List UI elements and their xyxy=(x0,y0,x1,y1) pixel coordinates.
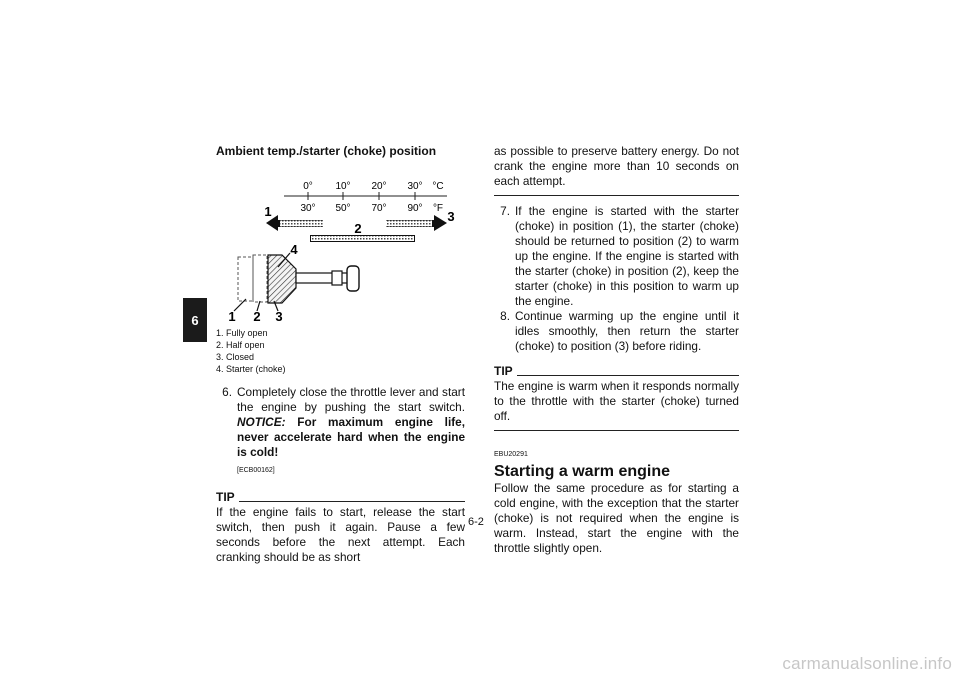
label-knob: 4 xyxy=(290,242,298,257)
temp-f-unit: °F xyxy=(432,203,444,214)
choke-diagram xyxy=(216,163,465,323)
closed-range xyxy=(386,221,432,227)
divider xyxy=(494,430,739,431)
choke-outline-half xyxy=(253,255,267,302)
continuation-text: as possible to preserve battery energy. Do not crank the engine more than 10 seconds on each attempt. xyxy=(494,144,739,188)
label-closed: 3 xyxy=(447,209,455,224)
step-number: 6. xyxy=(222,385,232,399)
tip-heading: TIP xyxy=(494,364,739,379)
choke-outline-fully xyxy=(238,257,253,301)
watermark: carmanualsonline.info xyxy=(782,654,952,673)
bottom-label-1: 1 xyxy=(228,309,236,323)
temp-c-10: 10° xyxy=(335,181,351,192)
step-text: Continue warming up the engine until it idles smoothly, then return the starter (choke) to position (3) before riding. xyxy=(515,309,739,353)
diagram-heading: Ambient temp./starter (choke) position xyxy=(216,144,437,158)
left-column xyxy=(216,144,465,565)
legend-item: 1. Fully open xyxy=(216,328,268,338)
diagram-legend xyxy=(216,327,465,375)
page-number: 6-2 xyxy=(468,516,484,528)
temp-c-unit: °C xyxy=(432,181,444,192)
legend-item: 4. Starter (choke) xyxy=(216,364,286,374)
bottom-label-2: 2 xyxy=(253,309,261,323)
legend-item: 2. Half open xyxy=(216,340,265,350)
step-number: 7. xyxy=(500,204,510,218)
notice-text: For maximum engine life, never accelerate hard when the engine is cold! xyxy=(237,415,466,459)
label-half-open: 2 xyxy=(354,221,362,236)
label-fully-open: 1 xyxy=(264,204,272,219)
temp-c-0: 0° xyxy=(303,181,313,192)
temp-f-70: 70° xyxy=(371,203,387,214)
temp-f-30: 30° xyxy=(300,203,316,214)
step-6 xyxy=(216,385,465,486)
right-column xyxy=(494,144,739,556)
section-title: Starting a warm engine xyxy=(494,463,671,480)
choke-diagram-svg xyxy=(216,163,465,323)
step-number: 8. xyxy=(500,309,510,323)
temp-c-20: 20° xyxy=(371,181,387,192)
temp-f-50: 50° xyxy=(335,203,351,214)
tip-text: If the engine fails to start, release the start switch, then push it again. Pause a few seconds before the next attempt. Each cranking should be as short xyxy=(216,505,465,564)
step-text: If the engine is started with the starter (choke) in position (1), the starter (choke) should be returned to position (2) to warm up the engine. If the engine is started with the starter (choke) in position (2), keep the starter (choke) in this position to warm up the engine. xyxy=(515,204,739,308)
choke-end-cap xyxy=(347,266,359,291)
tip-heading: TIP xyxy=(216,490,465,505)
step-text: Completely close the throttle lever and start the engine by pushing the start switch. NOTICE: For maximum engine life, never accelerate hard when the engine is cold! [ECB00162] xyxy=(237,385,465,486)
divider xyxy=(494,195,739,196)
bottom-label-3: 3 xyxy=(275,309,283,323)
legend-item: 3. Closed xyxy=(216,352,255,362)
temp-f-90: 90° xyxy=(407,203,423,214)
tip-text: The engine is warm when it responds normally to the throttle with the starter (choke) turned off. xyxy=(494,379,739,423)
section-code: EBU20291 xyxy=(494,451,528,458)
step-8 xyxy=(494,309,739,354)
half-open-range xyxy=(311,236,414,241)
section-text: Follow the same procedure as for starting a cold engine, with the exception that the starter (choke) is not required when the engine is warm. Instead, start the engine with the throttle slightly open. xyxy=(494,481,739,555)
notice-label: NOTICE: xyxy=(237,415,286,429)
chapter-tab: 6 xyxy=(183,298,207,342)
fully-open-range xyxy=(280,221,323,227)
choke-shaft-collar xyxy=(332,271,342,285)
notice-code: [ECB00162] xyxy=(237,467,275,474)
step-7 xyxy=(494,204,739,309)
temp-c-30: 30° xyxy=(407,181,423,192)
